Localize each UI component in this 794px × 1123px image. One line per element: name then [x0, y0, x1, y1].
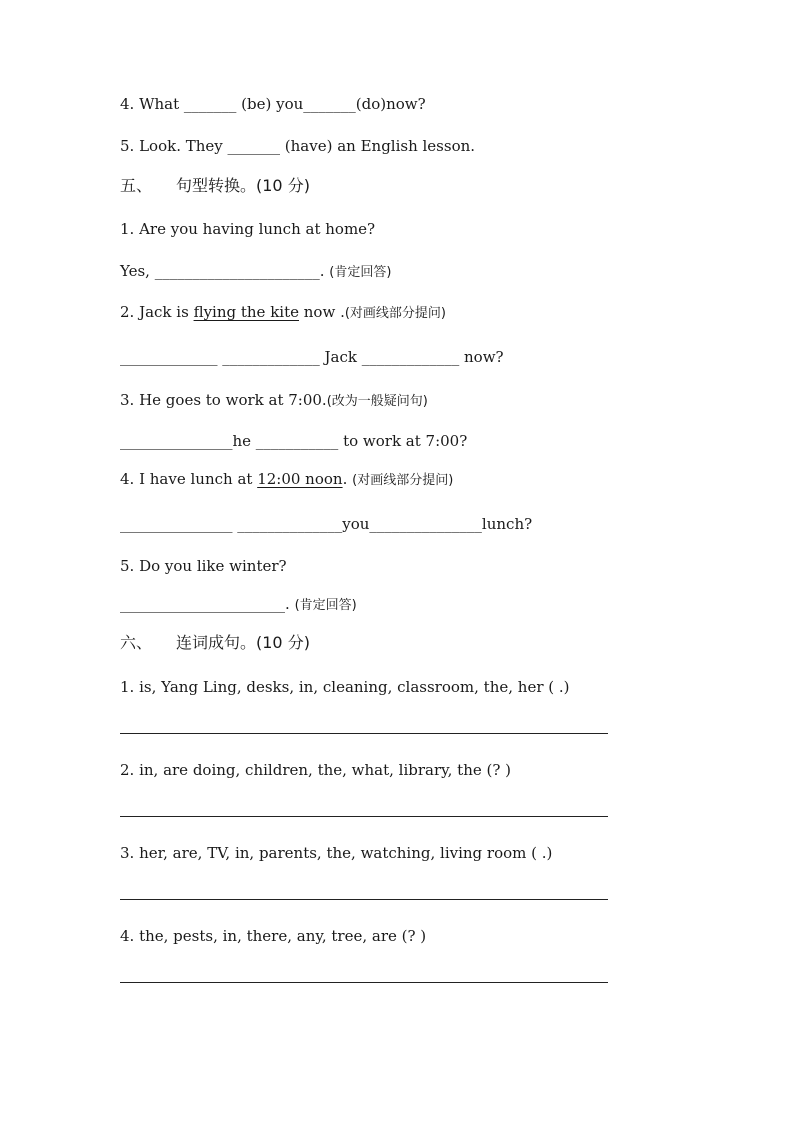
- answer-line: [120, 982, 608, 983]
- part5-question-1: 1. Are you having lunch at home?: [120, 220, 376, 238]
- section-5-number: 五、: [120, 176, 153, 195]
- part5-question-2: [120, 302, 446, 324]
- underlined-phrase: flying the kite: [193, 303, 299, 321]
- question-text: 2. Jack is: [120, 303, 194, 321]
- section-6-number: 六、: [120, 633, 153, 652]
- instruction-hint: (对画线部分提问): [352, 473, 454, 488]
- section-5-heading: [120, 175, 310, 197]
- answer-line: [120, 816, 608, 817]
- section-5-title: 句型转换。(10 分): [176, 176, 310, 195]
- instruction-hint: (改为一般疑问句): [326, 394, 428, 409]
- part5-question-4: [120, 469, 453, 491]
- question-text-end: now .: [299, 303, 345, 321]
- part4-question-5: 5. Look. They _______ (have) an English lesson.: [120, 137, 476, 155]
- section-6-heading: [120, 632, 310, 654]
- instruction-hint: (肯定回答): [329, 265, 392, 280]
- part6-question-4: 4. the, pests, in, there, any, tree, are (? ): [120, 927, 427, 945]
- question-text: 4. I have lunch at: [120, 470, 258, 488]
- answer-blank: Yes, ______________________.: [120, 262, 325, 280]
- answer-blank: ______________________.: [120, 595, 290, 613]
- part4-question-4: 4. What _______ (be) you_______(do)now?: [120, 95, 426, 113]
- question-text-end: .: [342, 470, 348, 488]
- part5-answer-5: [120, 594, 357, 616]
- part5-answer-2: _____________ _____________ Jack _____________ now?: [120, 348, 504, 366]
- underlined-phrase: 12:00 noon: [257, 470, 343, 488]
- part5-answer-1: [120, 261, 391, 283]
- part6-question-2: 2. in, are doing, children, the, what, library, the (? ): [120, 761, 512, 779]
- part5-answer-3: _______________he ___________ to work at 7:00?: [120, 432, 468, 450]
- section-6-title: 连词成句。(10 分): [176, 633, 310, 652]
- answer-line: [120, 899, 608, 900]
- part5-question-5: 5. Do you like winter?: [120, 557, 287, 575]
- part5-answer-4: _______________ ______________you_______________lunch?: [120, 515, 533, 533]
- part5-question-3: [120, 390, 428, 412]
- instruction-hint: (肯定回答): [294, 598, 357, 613]
- part6-question-3: 3. her, are, TV, in, parents, the, watching, living room ( .): [120, 844, 553, 862]
- answer-line: [120, 733, 608, 734]
- question-text: 3. He goes to work at 7:00.: [120, 391, 327, 409]
- instruction-hint: (对画线部分提问): [344, 306, 446, 321]
- part6-question-1: 1. is, Yang Ling, desks, in, cleaning, classroom, the, her ( .): [120, 678, 570, 696]
